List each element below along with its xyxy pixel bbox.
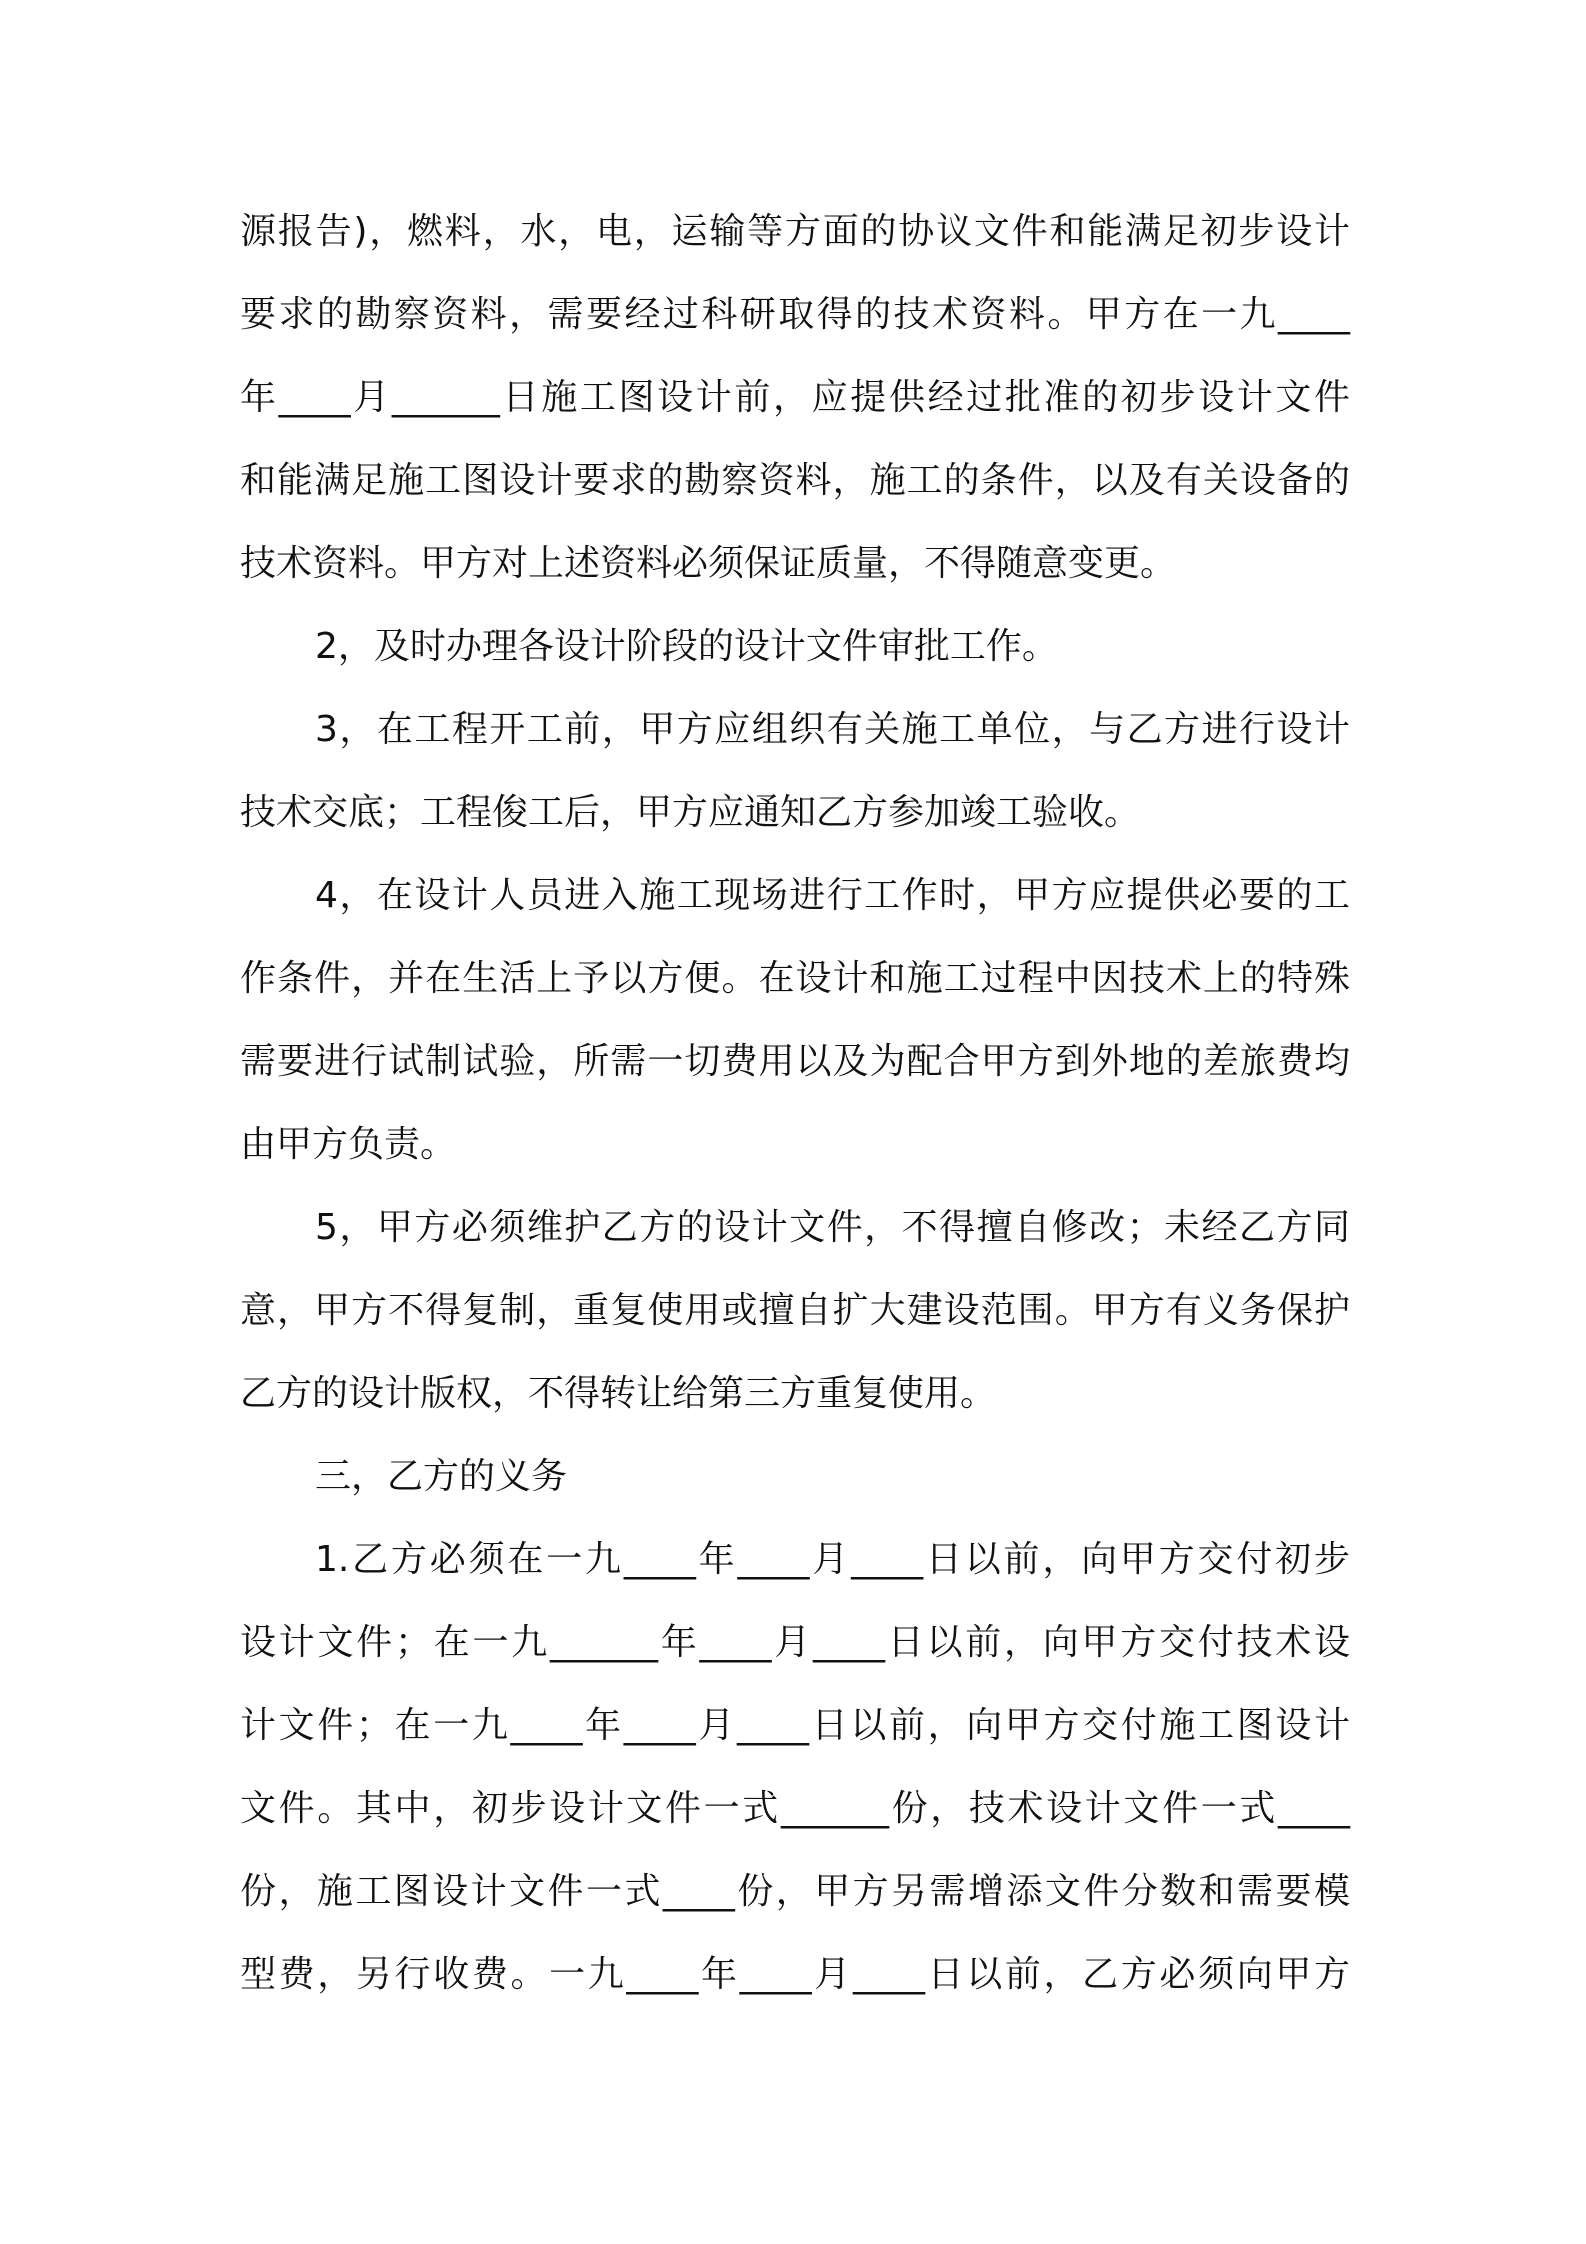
text-line: 乙方的设计版权，不得转让给第三方重复使用。 bbox=[240, 1373, 997, 1414]
text-line: 意，甲方不得复制，重复使用或擅自扩大建设范围。甲方有义务保护 bbox=[240, 1290, 1350, 1331]
text-line: 技术交底；工程俊工后，甲方应通知乙方参加竣工验收。 bbox=[240, 792, 1141, 833]
text-line: 要求的勘察资料，需要经过科研取得的技术资料。甲方在一九____ bbox=[240, 294, 1350, 335]
text-line: 源报告)，燃料，水，电，运输等方面的协议文件和能满足初步设计 bbox=[240, 211, 1350, 252]
text-line: 3，在工程开工前，甲方应组织有关施工单位，与乙方进行设计 bbox=[315, 709, 1350, 750]
text-line: 文件。其中，初步设计文件一式______份，技术设计文件一式____ bbox=[240, 1788, 1350, 1829]
text-line: 1.乙方必须在一九____年____月____日以前，向甲方交付初步 bbox=[315, 1539, 1350, 1580]
text-line: 作条件，并在生活上予以方便。在设计和施工过程中因技术上的特殊 bbox=[240, 958, 1350, 999]
text-line: 需要进行试制试验，所需一切费用以及为配合甲方到外地的差旅费均 bbox=[240, 1041, 1350, 1082]
text-line: 设计文件；在一九______年____月____日以前，向甲方交付技术设 bbox=[240, 1622, 1350, 1663]
text-line: 年____月______日施工图设计前，应提供经过批准的初步设计文件 bbox=[240, 377, 1350, 418]
document-body bbox=[240, 190, 1350, 2016]
text-line: 2，及时办理各设计阶段的设计文件审批工作。 bbox=[315, 626, 1058, 667]
text-line: 型费，另行收费。一九____年____月____日以前，乙方必须向甲方 bbox=[240, 1954, 1350, 1995]
text-line: 技术资料。甲方对上述资料必须保证质量，不得随意变更。 bbox=[240, 543, 1177, 584]
text-line: 份，施工图设计文件一式____份，甲方另需增添文件分数和需要模 bbox=[240, 1871, 1350, 1912]
text-line: 4，在设计人员进入施工现场进行工作时，甲方应提供必要的工 bbox=[315, 875, 1350, 916]
section-heading: 三，乙方的义务 bbox=[315, 1456, 568, 1497]
text-line: 由甲方负责。 bbox=[240, 1124, 457, 1165]
text-line: 计文件；在一九____年____月____日以前，向甲方交付施工图设计 bbox=[240, 1705, 1350, 1746]
text-line: 和能满足施工图设计要求的勘察资料，施工的条件，以及有关设备的 bbox=[240, 460, 1350, 501]
text-line: 5，甲方必须维护乙方的设计文件，不得擅自修改；未经乙方同 bbox=[315, 1207, 1350, 1248]
